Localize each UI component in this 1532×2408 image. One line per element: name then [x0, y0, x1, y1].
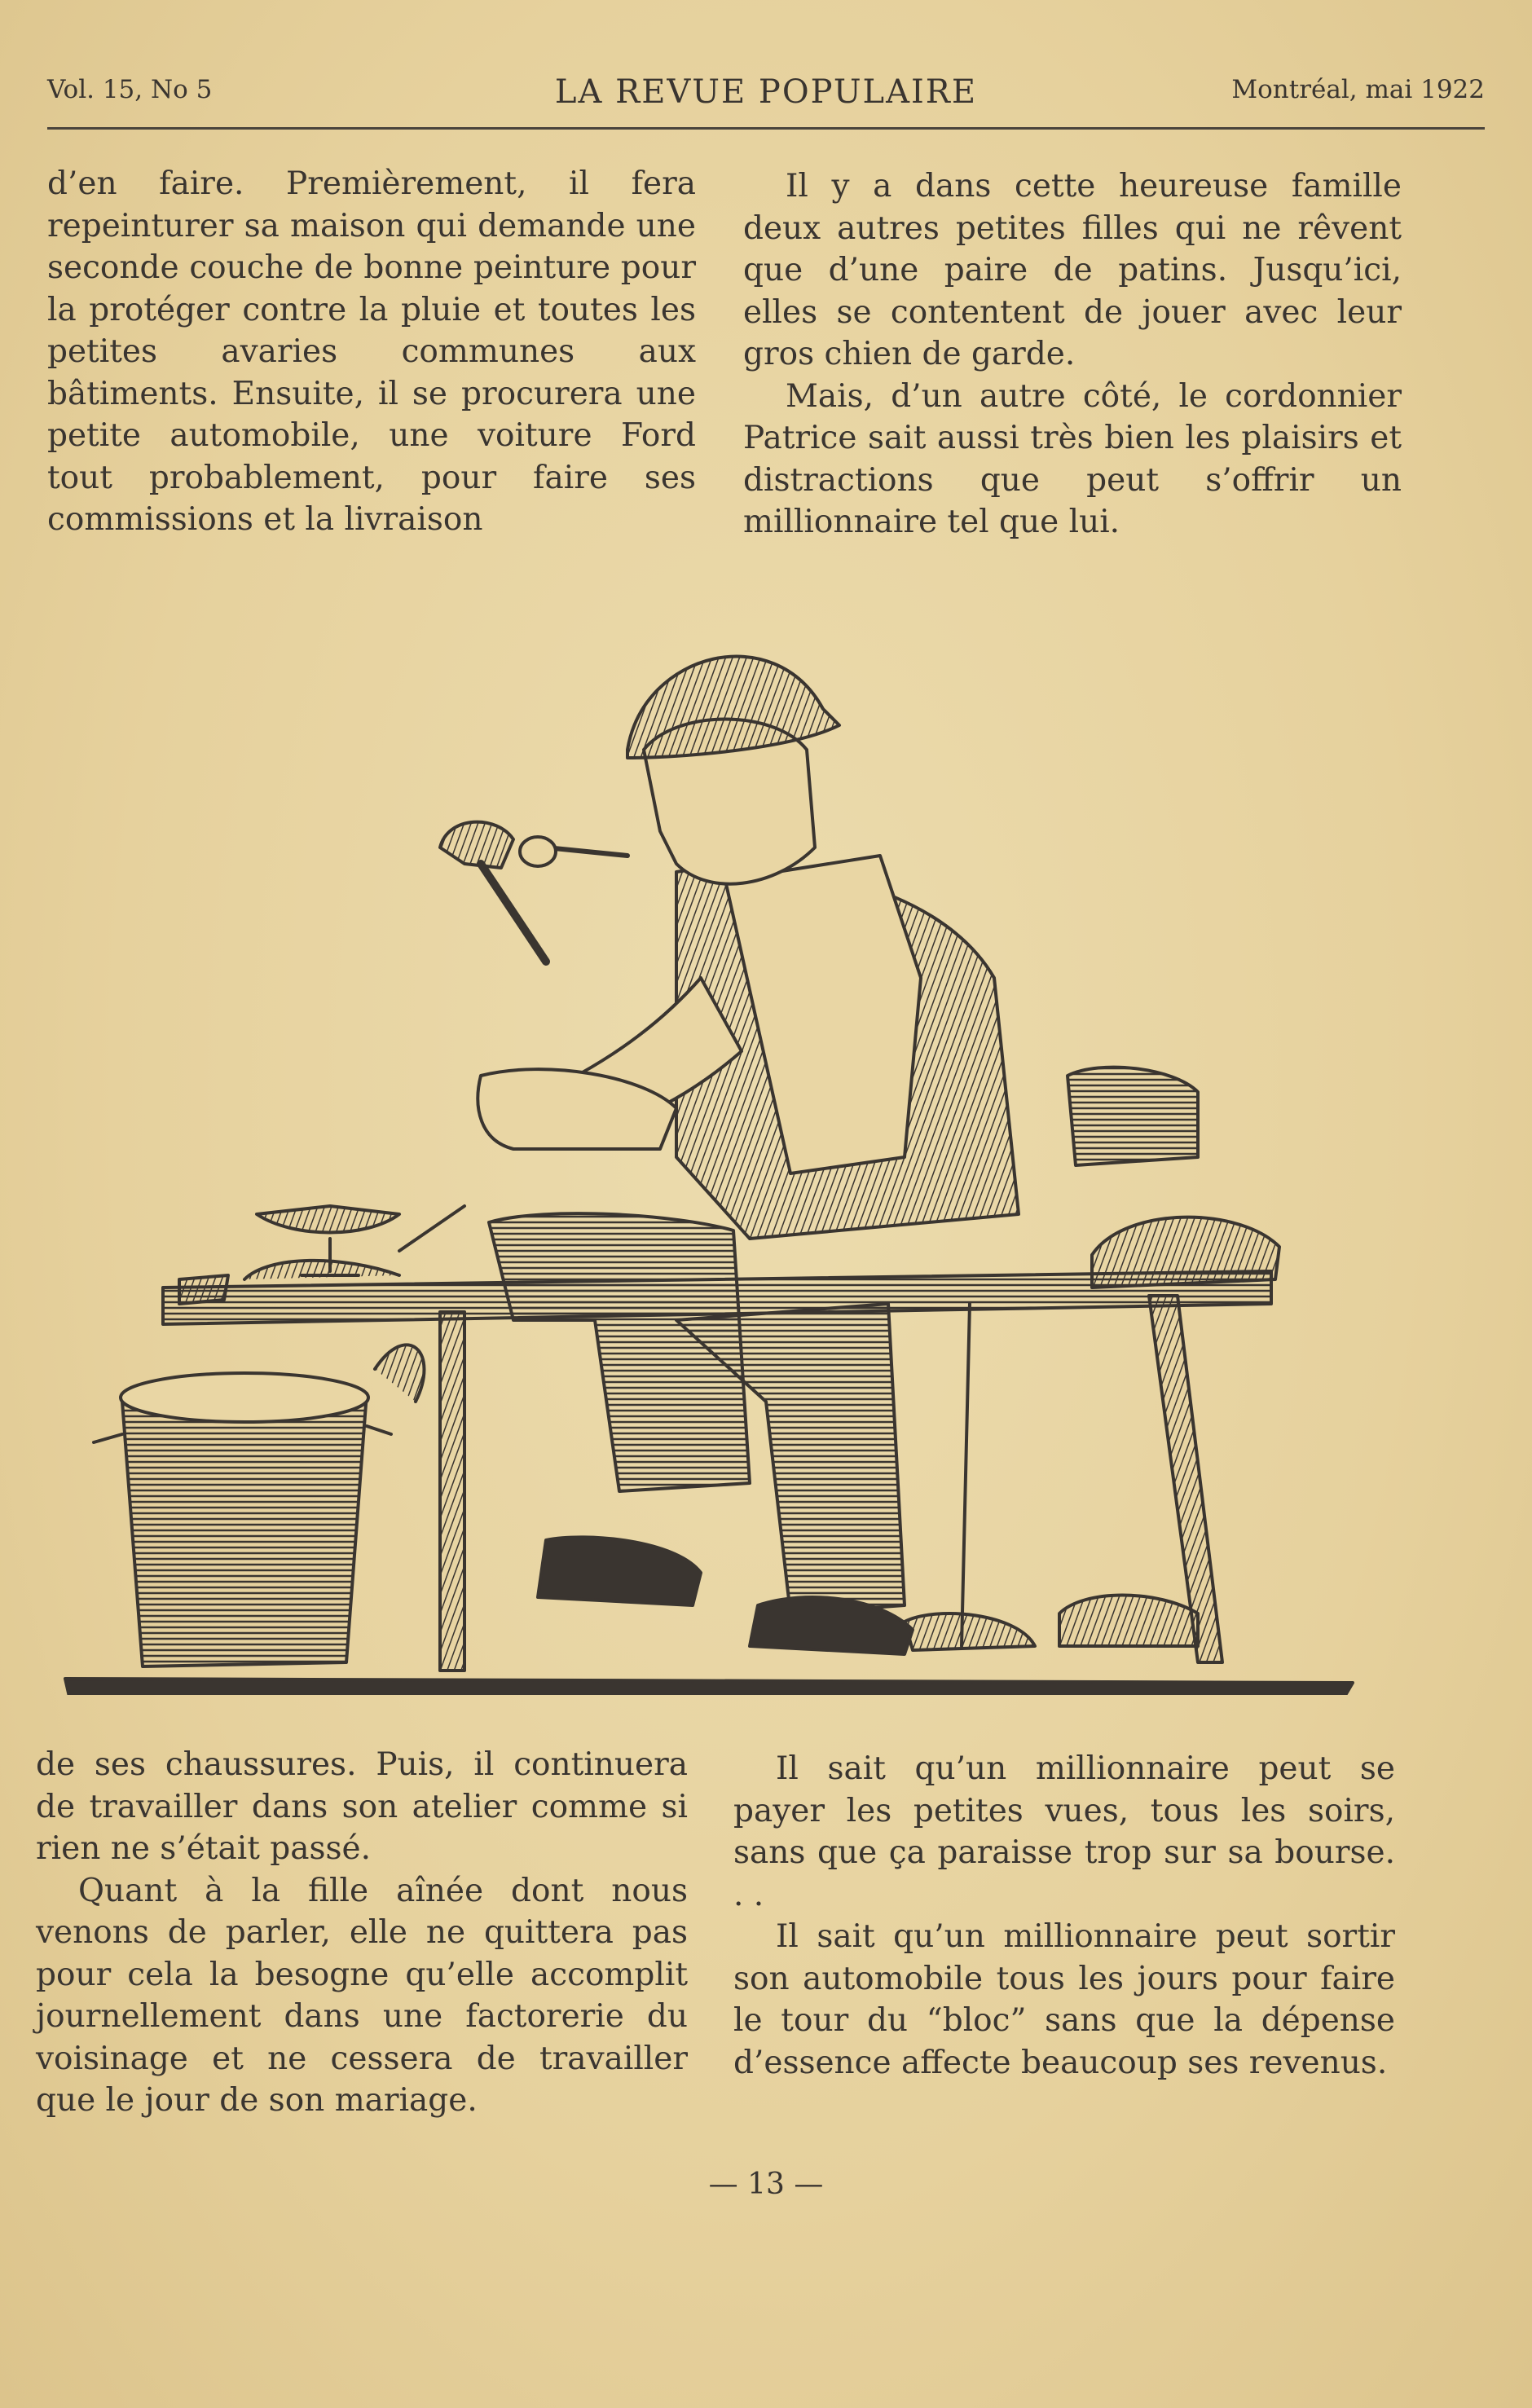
paragraph: Il y a dans cette heureuse famille deux autres petites filles qui ne rêvent que d’une paire de patins. Jusqu’ici, elles se contentent de jouer avec leur gros chien de garde. [743, 168, 1402, 372]
volume-number: Vol. 15, No 5 [47, 75, 213, 104]
place-date: Montréal, mai 1922 [1231, 75, 1485, 104]
column-top-right [743, 165, 1402, 544]
paragraph: Il sait qu’un millionnaire peut se payer les petites vues, tous les soirs, sans que ça paraisse trop sur sa bourse. . . [733, 1750, 1395, 1913]
column-bottom-left [36, 1744, 688, 2122]
bucket [94, 1345, 424, 1666]
cobbler-illustration [57, 587, 1361, 1695]
column-top-left [47, 163, 696, 541]
magazine-title: LA REVUE POPULAIRE [554, 73, 978, 111]
paragraph: Mais, d’un autre côté, le cordonnier Patrice sait aussi très bien les plaisirs et distractions que peut s’offrir un millionnaire tel que lui. [743, 377, 1402, 540]
header-rule [47, 127, 1485, 130]
running-header [47, 70, 1485, 119]
paragraph: Il sait qu’un millionnaire peut sortir son automobile tous les jours pour faire le tour du “bloc” sans que la dépense d’essence affecte beaucoup ses revenus. [733, 1918, 1395, 2081]
column-bottom-right [733, 1748, 1395, 2084]
paragraph: d’en faire. Premièrement, il fera repeinturer sa maison qui demande une seconde couche de bonne peinture pour la protéger contre la pluie et toutes les petites avaries communes aux bâtiments. Ensuite, il se procurera une petite automobile, une voiture Ford tout probablement, pour faire ses commissions et la livraison [47, 165, 696, 538]
paragraph: Quant à la fille aînée dont nous venons de parler, elle ne quittera pas pour cela la besogne qu’elle accomplit journellement dans une factorerie du voisinage et ne cessera de travailler que le jour de son mariage. [36, 1872, 688, 2119]
page-number: — 13 — [708, 2168, 824, 2201]
cobbler-figure [440, 657, 1019, 1654]
paragraph: de ses chaussures. Puis, il continuera de travailler dans son atelier comme si rien ne s’était passé. [36, 1746, 688, 1867]
